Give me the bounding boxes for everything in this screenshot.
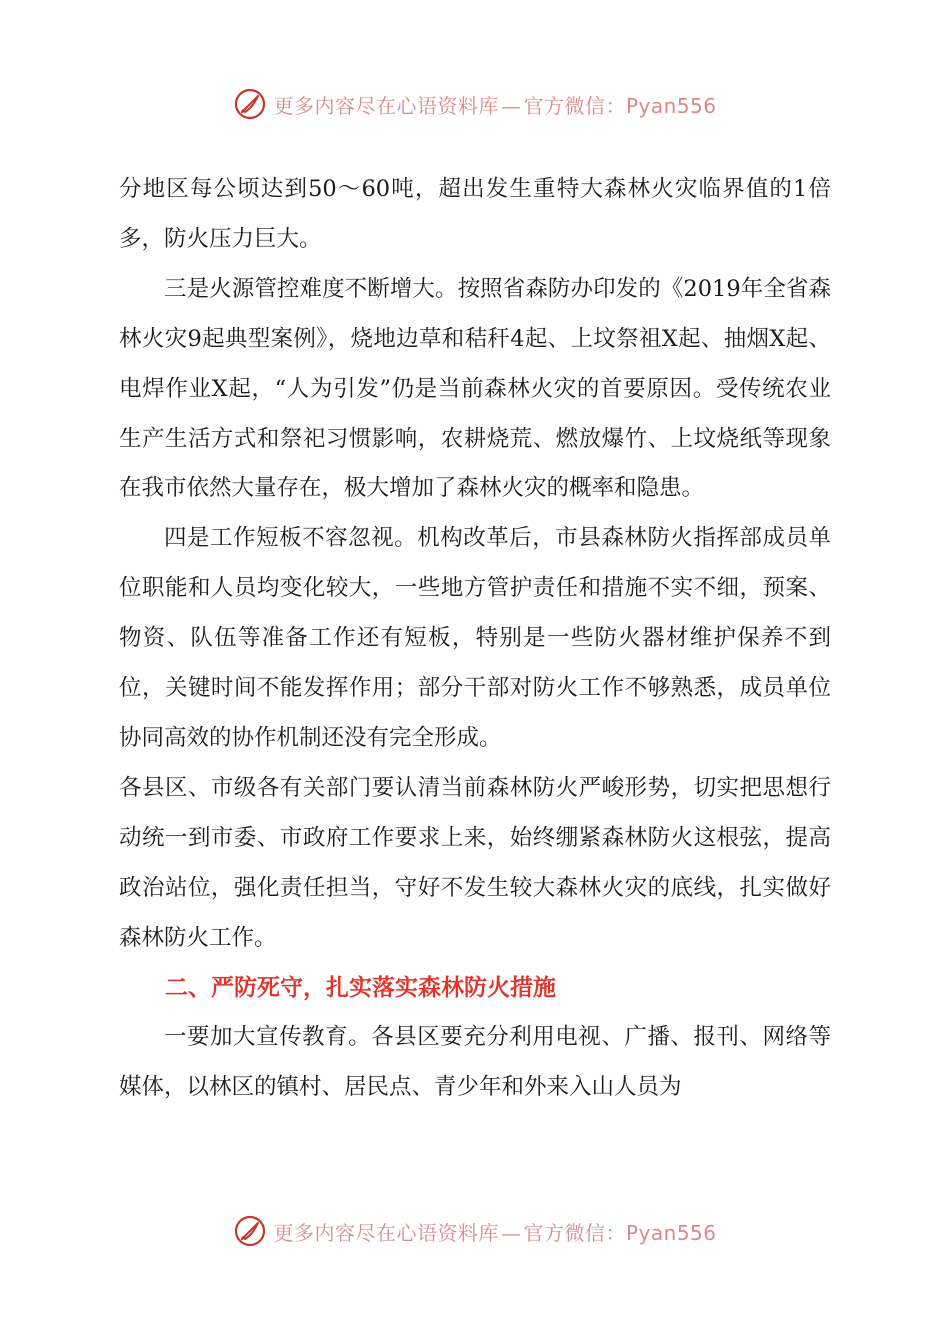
banner-main: 更多内容尽在心语资料库 [273, 1220, 499, 1245]
quill-circle-icon [233, 1214, 267, 1248]
banner-text [273, 1217, 716, 1246]
banner-text [273, 90, 716, 119]
footer-banner [0, 1211, 950, 1251]
paragraph-4: 各县区、市级各有关部门要认清当前森林防火严峻形势，切实把思想行动统一到市委、市政府工作要求上来，始终绷紧森林防火这根弦，提高政治站位，强化责任担当，守好不发生较大森林火灾的底线，扎实做好森林防火工作。 [119, 774, 831, 951]
banner-wechat-label: 官方微信： [523, 93, 626, 118]
banner-main: 更多内容尽在心语资料库 [273, 93, 499, 118]
banner-separator: — [500, 93, 522, 118]
section-heading: 二、严防死守，扎实落实森林防火措施 [165, 974, 556, 1001]
paragraph-1: 分地区每公顷达到50～60吨，超出发生重特大森林火灾临界值的1倍多，防火压力巨大。 [119, 176, 831, 252]
paragraph-2: 三是火源管控难度不断增大。按照省森防办印发的《2019年全省森林火灾9起典型案例》，烧地边草和秸秆4起、上坟祭祖X起、抽烟X起、电焊作业X起，“人为引发”仍是当前森林火灾的首要原因。受传统农业生产生活方式和祭祀习惯影响，农耕烧荒、燃放爆竹、上坟烧纸等现象在我市依然大量存在，极大增加了森林火灾的概率和隐患。 [119, 275, 831, 502]
paragraph-5: 一要加大宣传教育。各县区要充分利用电视、广播、报刊、网络等媒体，以林区的镇村、居民点、青少年和外来入山人员为 [119, 1024, 831, 1101]
document-body [119, 165, 831, 1113]
banner-separator: — [500, 1220, 522, 1245]
banner-wechat-label: 官方微信： [523, 1220, 626, 1245]
paragraph-3: 四是工作短板不容忽视。机构改革后，市县森林防火指挥部成员单位职能和人员均变化较大，一些地方管护责任和措施不实不细，预案、物资、队伍等准备工作还有短板，特别是一些防火器材维护保养不到位，关键时间不能发挥作用；部分干部对防火工作不够熟悉，成员单位协同高效的协作机制还没有完全形成。 [119, 525, 831, 751]
banner-wechat-id: Pyan556 [625, 93, 717, 118]
header-banner [0, 84, 950, 124]
banner-wechat-id: Pyan556 [625, 1220, 717, 1245]
quill-circle-icon [233, 87, 267, 121]
